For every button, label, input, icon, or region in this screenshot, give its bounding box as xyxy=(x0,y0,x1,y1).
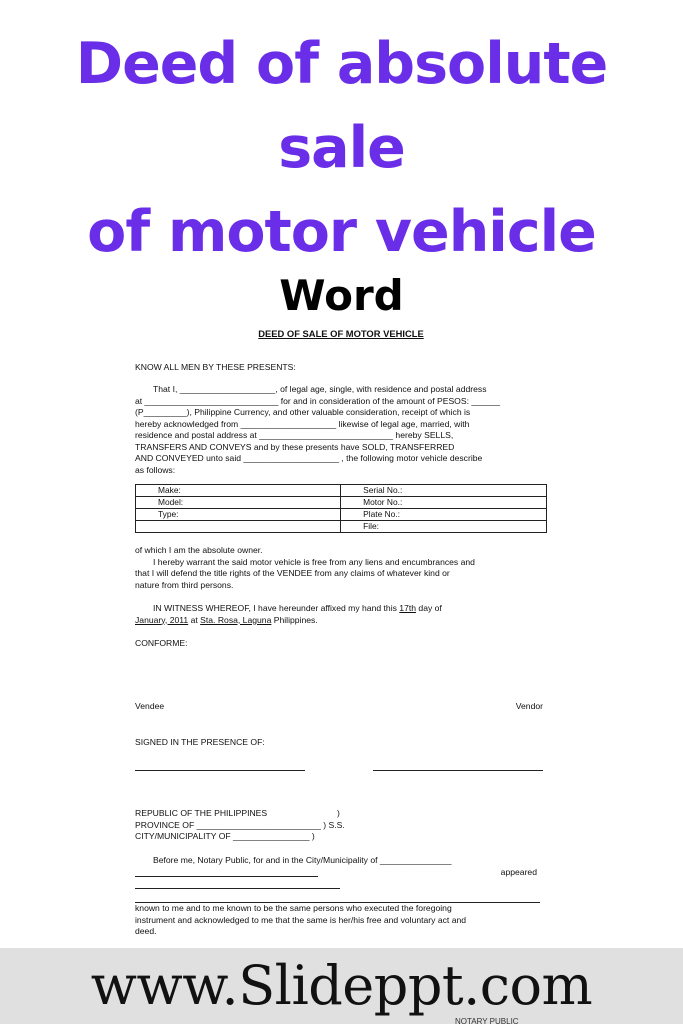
signed-presence-label: SIGNED IN THE PRESENCE OF: xyxy=(135,737,265,747)
file-label: File: xyxy=(341,521,547,533)
witness-signature-line-1 xyxy=(135,770,305,771)
republic-label: REPUBLIC OF THE PHILIPPINES xyxy=(135,808,268,818)
vehicle-empty-label xyxy=(136,521,298,533)
province-label: PROVINCE OF __________________________ ) S.S. xyxy=(135,819,345,830)
para-line: known to me and to me known to be the same persons who executed the foregoing xyxy=(135,903,452,913)
para-line: instrument and acknowledged to me that the same is her/his free and voluntary act and xyxy=(135,914,467,925)
para-line: That I, ____________________, of legal age, single, with residence and postal address xyxy=(153,384,487,394)
para-line: IN WITNESS WHEREOF, I have hereunder affixed my hand this 17th day of xyxy=(153,603,442,613)
table-row xyxy=(136,485,547,497)
serial-no-label: Serial No.: xyxy=(341,485,547,497)
document-preview xyxy=(135,328,547,650)
website-url: www.Slideppt.com xyxy=(90,954,593,1017)
title-line-1: Deed of absolute xyxy=(75,31,608,97)
motor-no-label: Motor No.: xyxy=(341,497,547,509)
vehicle-make-label: Make: xyxy=(136,485,298,497)
witness-signature-line-2 xyxy=(373,770,543,771)
format-label: Word xyxy=(279,271,404,320)
notary-public-label: NOTARY PUBLIC xyxy=(455,1017,519,1026)
para-line: deed. xyxy=(135,926,157,936)
vehicle-model-label: Model: xyxy=(136,497,298,509)
witness-place: Sta. Rosa, Laguna xyxy=(200,614,272,625)
para-line: (P_________), Philippine Currency, and other valuable consideration, receipt of which is xyxy=(135,407,471,417)
para-line: at ____________________________ for and in consideration of the amount of PESOS: ______ xyxy=(135,395,501,406)
para-line: I hereby warrant the said motor vehicle is free from any liens and encumbrances and xyxy=(153,556,475,567)
warranty-paragraph xyxy=(135,557,547,592)
para-line: AND CONVEYED unto said ____________________ , the following motor vehicle describe xyxy=(135,453,483,463)
appeared-label: appeared xyxy=(500,867,537,877)
para-line: TRANSFERS AND CONVEYS and by these presents have SOLD, TRANSFERRED xyxy=(135,441,455,452)
witness-date: January, 2011 xyxy=(135,614,189,625)
vehicle-table xyxy=(135,484,547,533)
witness-day: 17th xyxy=(399,603,417,613)
vendor-label: Vendor xyxy=(515,701,543,711)
plate-no-label: Plate No.: xyxy=(341,509,547,521)
para-line: Before me, Notary Public, for and in the City/Municipality of _______________ xyxy=(153,855,452,865)
appeared-line-2 xyxy=(135,888,340,889)
table-row xyxy=(136,521,547,533)
table-row xyxy=(136,497,547,509)
para-line: as follows: xyxy=(135,464,176,475)
para-line: hereby acknowledged from ____________________ likewise of legal age, married, with xyxy=(135,418,470,429)
owner-line: of which I am the absolute owner. xyxy=(135,545,263,555)
acknowledgment-venue: REPUBLIC OF THE PHILIPPINES ) PROVINCE OF __________________________ ) S.S. CITY/MUNICIPALITY OF ________________ ) xyxy=(135,808,547,843)
para-line: that I will defend the title rights of the VENDEE from any claims of whatever kind or xyxy=(135,568,450,578)
para-line: January, 2011 at Sta. Rosa, Laguna Philippines. xyxy=(135,614,318,625)
conforme-label: CONFORME: xyxy=(135,638,188,648)
sale-paragraph xyxy=(135,384,547,476)
opening-line: KNOW ALL MEN BY THESE PRESENTS: xyxy=(135,361,296,372)
appeared-line-1 xyxy=(135,876,318,877)
vehicle-type-label: Type: xyxy=(136,509,298,521)
page-title xyxy=(0,22,683,274)
city-label: CITY/MUNICIPALITY OF ________________ ) xyxy=(135,831,315,841)
table-row xyxy=(136,509,547,521)
title-line-2: sale xyxy=(278,115,405,181)
known-paragraph xyxy=(135,903,547,938)
notary-paragraph xyxy=(135,855,547,877)
vendee-label: Vendee xyxy=(135,701,165,711)
footer-banner xyxy=(0,948,683,1024)
title-line-3: of motor vehicle xyxy=(87,199,596,265)
para-line: nature from third persons. xyxy=(135,579,234,590)
witness-paragraph xyxy=(135,603,547,626)
para-line: residence and postal address at ____________________________ hereby SELLS, xyxy=(135,430,454,440)
signature-labels xyxy=(135,701,547,713)
document-title: DEED OF SALE OF MOTOR VEHICLE xyxy=(258,328,424,339)
